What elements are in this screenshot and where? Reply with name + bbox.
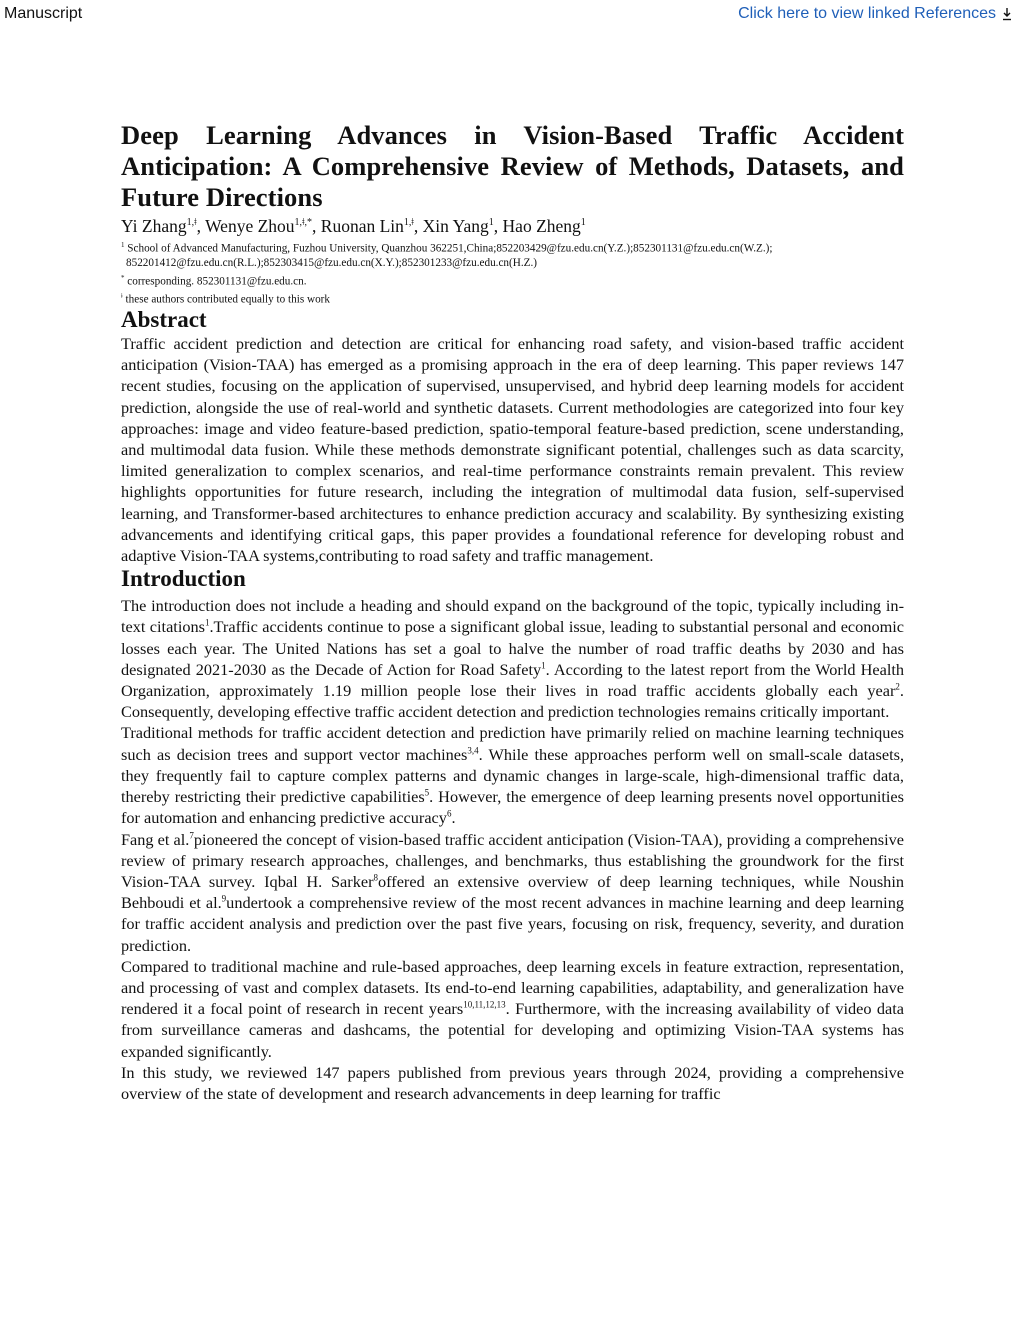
intro-paragraph (121, 595, 904, 722)
author-name: Hao Zheng (502, 215, 581, 236)
intro-text-run: . However, the emergence of deep learning presents novel opportunities for automation and enhancing predictive accuracy (121, 787, 904, 828)
manuscript-label: Manuscript (4, 5, 83, 22)
paper-title: Deep Learning Advances in Vision-Based Traffic Accident Anticipation: A Comprehensive Review of Methods, Datasets, and Future Directions (121, 120, 904, 212)
equal-contribution-text: these authors contributed equally to this work (125, 293, 330, 306)
intro-text-run: . According to the latest report from the World Health Organization, approximately 1.19 million people lose their lives in road traffic accidents globally each year (121, 659, 905, 701)
abstract-paragraph: Traffic accident prediction and detection are critical for enhancing road safety, and vision-based traffic accident anticipation (Vision-TAA) has emerged as a promising approach in the era of deep learning. This paper reviews 147 recent studies, focusing on the application of supervised, unsupervised, and hybrid deep learning models for accident prediction, alongside the use of real-world and synthetic datasets. Current methodologies are categorized into four key approaches: image and video feature-based prediction, spatio-temporal feature-based prediction, scene understanding, and multimodal data fusion. While these methods demonstrate significant potential, challenges such as data scarcity, limited generalization to complex scenarios, and real-time performance constraints remain prevalent. This review highlights opportunities for future research, including the integration of multimodal data fusion, self-supervised learning, and Transformer-based architectures to enhance prediction accuracy and scalability. By synthesizing existing advancements and identifying critical gaps, this paper provides a foundational reference for developing robust and adaptive Vision-TAA systems,contributing to road safety and traffic management. (121, 334, 904, 566)
citation: 8 (373, 872, 378, 883)
intro-text-run: Fang et al. (121, 829, 190, 849)
citation: 1 (541, 660, 546, 671)
affiliation-mark: 1 (121, 240, 125, 249)
author-marks: 1 (580, 217, 586, 228)
linked-references-link[interactable] (738, 5, 1012, 23)
citation: 1 (204, 618, 210, 629)
citation: 2 (895, 681, 900, 692)
citation: 10,11,12,13 (463, 999, 506, 1010)
intro-text-run: . While these approaches perform well on small-scale datasets, they frequently fail to capture complex patterns and dynamic changes in large-scale, high-dimensional traffic data, thereby restricting their predictive capabilities (121, 744, 905, 807)
corresponding-text: corresponding. 852301131@fzu.edu.cn. (127, 275, 307, 288)
intro-text-run: . (451, 808, 456, 828)
intro-paragraph (121, 829, 904, 956)
author-name: Ruonan Lin (320, 215, 404, 236)
citation: 7 (189, 830, 194, 841)
abstract-heading: Abstract (121, 307, 207, 333)
author-name: Xin Yang (422, 215, 489, 236)
introduction-heading: Introduction (121, 566, 246, 592)
intro-text-run: undertook a comprehensive review of the most recent advances in machine learning and deep learning for traffic accident analysis and prediction over the past five years, focusing on risk, frequency, severity, and duration prediction. (121, 893, 904, 955)
equal-contribution-note (121, 289, 904, 307)
author-marks: 1,ǂ (403, 217, 414, 228)
paper-page (121, 120, 904, 1104)
citation: 6 (446, 808, 452, 819)
corresponding-mark: * (121, 273, 125, 282)
author-list: Yi Zhang$^{1,ǂ}$, Wenye Zhou$^{1,ǂ,*}$, Ruonan Lin$^{1,ǂ}$, Xin Yang$^1$, Hao Zheng$^1$ (121, 215, 586, 236)
author-marks: 1 (488, 217, 494, 228)
affiliation-text: School of Advanced Manufacturing, Fuzhou University, Quanzhou 362251,China;852203429@fzu.edu.cn(Y.Z.);852301131@fzu.edu.cn(W.Z.); 852201412@fzu.edu.cn(R.L.);852303415@fzu.edu.cn(X.Y.);852301233@fzu.edu.cn(H.Z.) (126, 242, 773, 270)
author-marks: 1,ǂ (186, 217, 197, 228)
affiliations (121, 238, 904, 307)
citation: 9 (221, 893, 227, 904)
intro-text-run: Traditional methods for traffic accident detection and prediction have primarily relied on machine learning techniques such as decision trees and support vector machines (121, 723, 904, 764)
manuscript-header-bar (0, 0, 1024, 28)
intro-paragraph: In this study, we reviewed 147 papers published from previous years through 2024, providing a comprehensive overview of the state of development and research advancements in deep learning for traffic (121, 1062, 904, 1103)
intro-text-run: .Traffic accidents continue to pose a significant global issue, leading to substantial personal and economic losses each year. The United Nations has set a goal to halve the number of road traffic deaths by 2030 and has designated 2021-2030 as the Decade of Action for Road Safety (121, 617, 904, 679)
intro-paragraph (121, 956, 904, 1062)
citation: 3,4 (467, 745, 479, 756)
author-name: Wenye Zhou (205, 215, 295, 236)
linked-references-text: Click here to view linked References (738, 5, 996, 22)
intro-paragraph (121, 722, 904, 828)
author-marks: 1,ǂ,* (294, 217, 313, 228)
citation: 5 (424, 787, 430, 798)
intro-text-run: The introduction does not include a heading and should expand on the background of the topic, typically including in-text citations (121, 596, 904, 637)
author-name: Yi Zhang (121, 215, 187, 236)
intro-text-run: Compared to traditional machine and rule-based approaches, deep learning excels in feature extraction, representation, and processing of vast and complex datasets. Its end-to-end learning capabilities, adaptability, and generalization have rendered it a focal point of research in recent years (121, 956, 904, 1019)
intro-text-run: . Furthermore, with the increasing availability of video data from surveillance cameras and dashcams, the potential for developing and optimizing Vision-TAA systems has expanded significantly. (121, 999, 905, 1061)
affiliation-1 (121, 238, 904, 271)
equal-contribution-mark: ǂ (121, 291, 123, 300)
intro-text-run: . Consequently, developing effective traffic accident detection and prediction technologies remains critically important. (121, 681, 904, 722)
download-icon (1002, 7, 1012, 21)
intro-text-run: pioneered the concept of vision-based traffic accident anticipation (Vision-TAA), providing a comprehensive review of primary research approaches, challenges, and benchmarks, thus establishing the groundwork for the first Vision-TAA survey. Iqbal H. Sarker (121, 829, 904, 891)
introduction-body (121, 595, 904, 1104)
intro-text-run: offered an extensive overview of deep learning techniques, while Noushin Behboudi et al. (121, 871, 904, 913)
corresponding-note (121, 271, 904, 289)
